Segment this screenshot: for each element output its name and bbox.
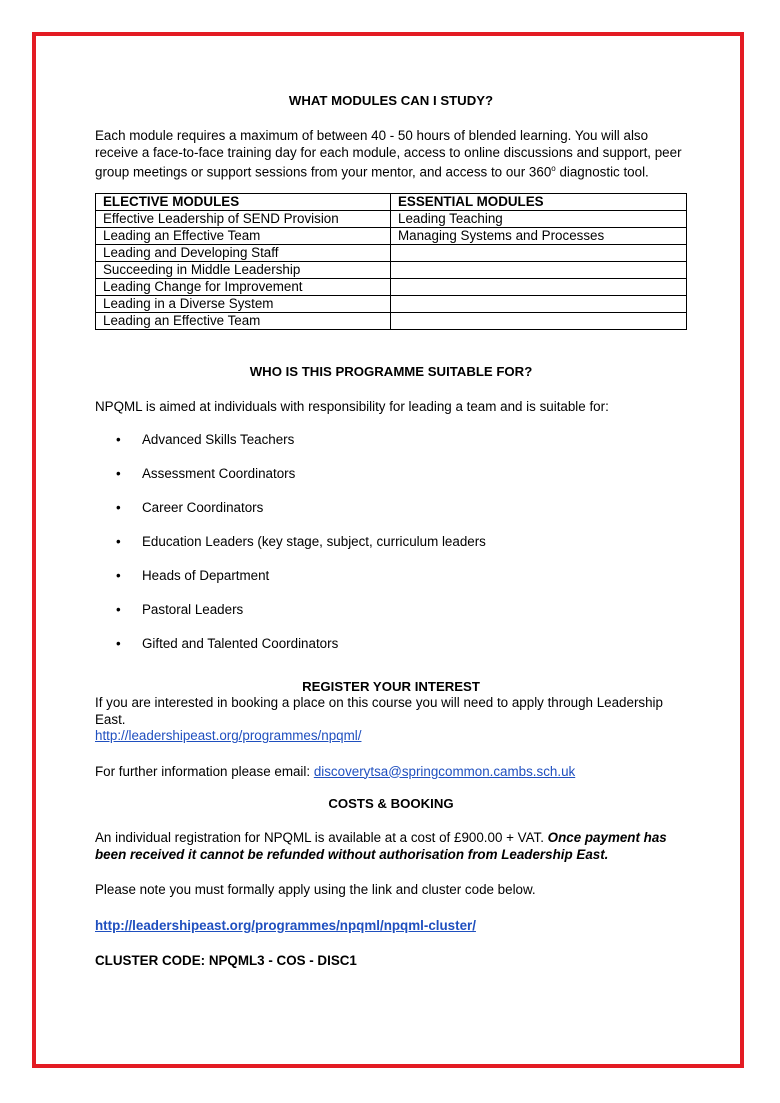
elective-module-cell: Succeeding in Middle Leadership: [96, 262, 391, 279]
suitable-heading: WHO IS THIS PROGRAMME SUITABLE FOR?: [249, 364, 533, 380]
role-label: Gifted and Talented Coordinators: [142, 635, 339, 651]
cost-emphasis: Once payment has been received it cannot be refunded without authorisation from Leadership East.: [95, 830, 667, 862]
elective-module-cell: Leading Change for Improvement: [96, 279, 391, 296]
intro-tail: diagnostic tool.: [555, 164, 649, 180]
list-item: [95, 636, 687, 670]
document-body: [95, 93, 687, 969]
roles-list: [95, 432, 687, 670]
modules-intro: [95, 128, 687, 181]
elective-header: ELECTIVE MODULES: [96, 194, 391, 211]
list-item: [95, 534, 687, 568]
essential-module-cell: [391, 262, 687, 279]
register-text: If you are interested in booking a place on this course you will need to apply through Leadership East.: [95, 695, 663, 727]
elective-module-cell: Leading in a Diverse System: [96, 296, 391, 313]
aimed-text: NPQML is aimed at individuals with responsibility for leading a team and is suitable for:: [95, 398, 609, 414]
table-row: [96, 245, 687, 262]
list-item: [95, 500, 687, 534]
email-prefix: For further information please email:: [95, 763, 314, 779]
bullet-icon: •: [116, 431, 121, 447]
bullet-icon: •: [116, 567, 121, 583]
table-row: [96, 228, 687, 245]
essential-module-cell: [391, 279, 687, 296]
elective-module-cell: Leading an Effective Team: [96, 313, 391, 330]
essential-module-cell: [391, 313, 687, 330]
role-label: Career Coordinators: [142, 499, 264, 515]
role-label: Assessment Coordinators: [142, 465, 296, 481]
apply-note: Please note you must formally apply using the link and cluster code below.: [95, 882, 536, 898]
email-line: [95, 764, 687, 780]
essential-module-cell: Managing Systems and Processes: [391, 228, 687, 245]
cost-text: [95, 830, 687, 863]
list-item: [95, 432, 687, 466]
table-row: [96, 279, 687, 296]
intro-text: Each module requires a maximum of between 40 - 50 hours of blended learning. You will also receive a face-to-face training day for each module, access to online discussions and support, peer group meetings or support sessions from your mentor, and access to our 360: [95, 128, 682, 180]
essential-module-cell: [391, 296, 687, 313]
list-item: [95, 466, 687, 500]
bullet-icon: •: [116, 533, 121, 549]
essential-module-cell: Leading Teaching: [391, 211, 687, 228]
npqml-link[interactable]: http://leadershipeast.org/programmes/npqml/: [95, 728, 362, 744]
cost-plain: An individual registration for NPQML is available at a cost of £900.00 + VAT.: [95, 830, 548, 846]
degree-superscript: o: [551, 164, 556, 174]
cluster-code: CLUSTER CODE: NPQML3 - COS - DISC1: [95, 952, 357, 968]
costs-heading: COSTS & BOOKING: [328, 795, 454, 811]
role-label: Education Leaders (key stage, subject, curriculum leaders: [142, 533, 486, 549]
module-rows: [96, 211, 687, 330]
bullet-icon: •: [116, 635, 121, 651]
bullet-icon: •: [116, 499, 121, 515]
list-item: [95, 602, 687, 636]
register-heading: REGISTER YOUR INTEREST: [302, 678, 480, 694]
elective-module-cell: Leading and Developing Staff: [96, 245, 391, 262]
essential-header: ESSENTIAL MODULES: [391, 194, 687, 211]
essential-module-cell: [391, 245, 687, 262]
role-label: Heads of Department: [142, 567, 270, 583]
table-row: [96, 262, 687, 279]
bullet-icon: •: [116, 465, 121, 481]
table-row: [96, 211, 687, 228]
table-row: [96, 296, 687, 313]
elective-module-cell: Leading an Effective Team: [96, 228, 391, 245]
cluster-link[interactable]: http://leadershipeast.org/programmes/npqml/npqml-cluster/: [95, 917, 476, 933]
table-row: [96, 313, 687, 330]
role-label: Advanced Skills Teachers: [142, 431, 295, 447]
modules-table: [95, 193, 687, 330]
modules-heading: WHAT MODULES CAN I STUDY?: [288, 93, 494, 108]
email-link[interactable]: discoverytsa@springcommon.cambs.sch.uk: [313, 763, 576, 779]
bullet-icon: •: [116, 601, 121, 617]
role-label: Pastoral Leaders: [142, 601, 244, 617]
table-header-row: [96, 194, 687, 211]
elective-module-cell: Effective Leadership of SEND Provision: [96, 211, 391, 228]
list-item: [95, 568, 687, 602]
